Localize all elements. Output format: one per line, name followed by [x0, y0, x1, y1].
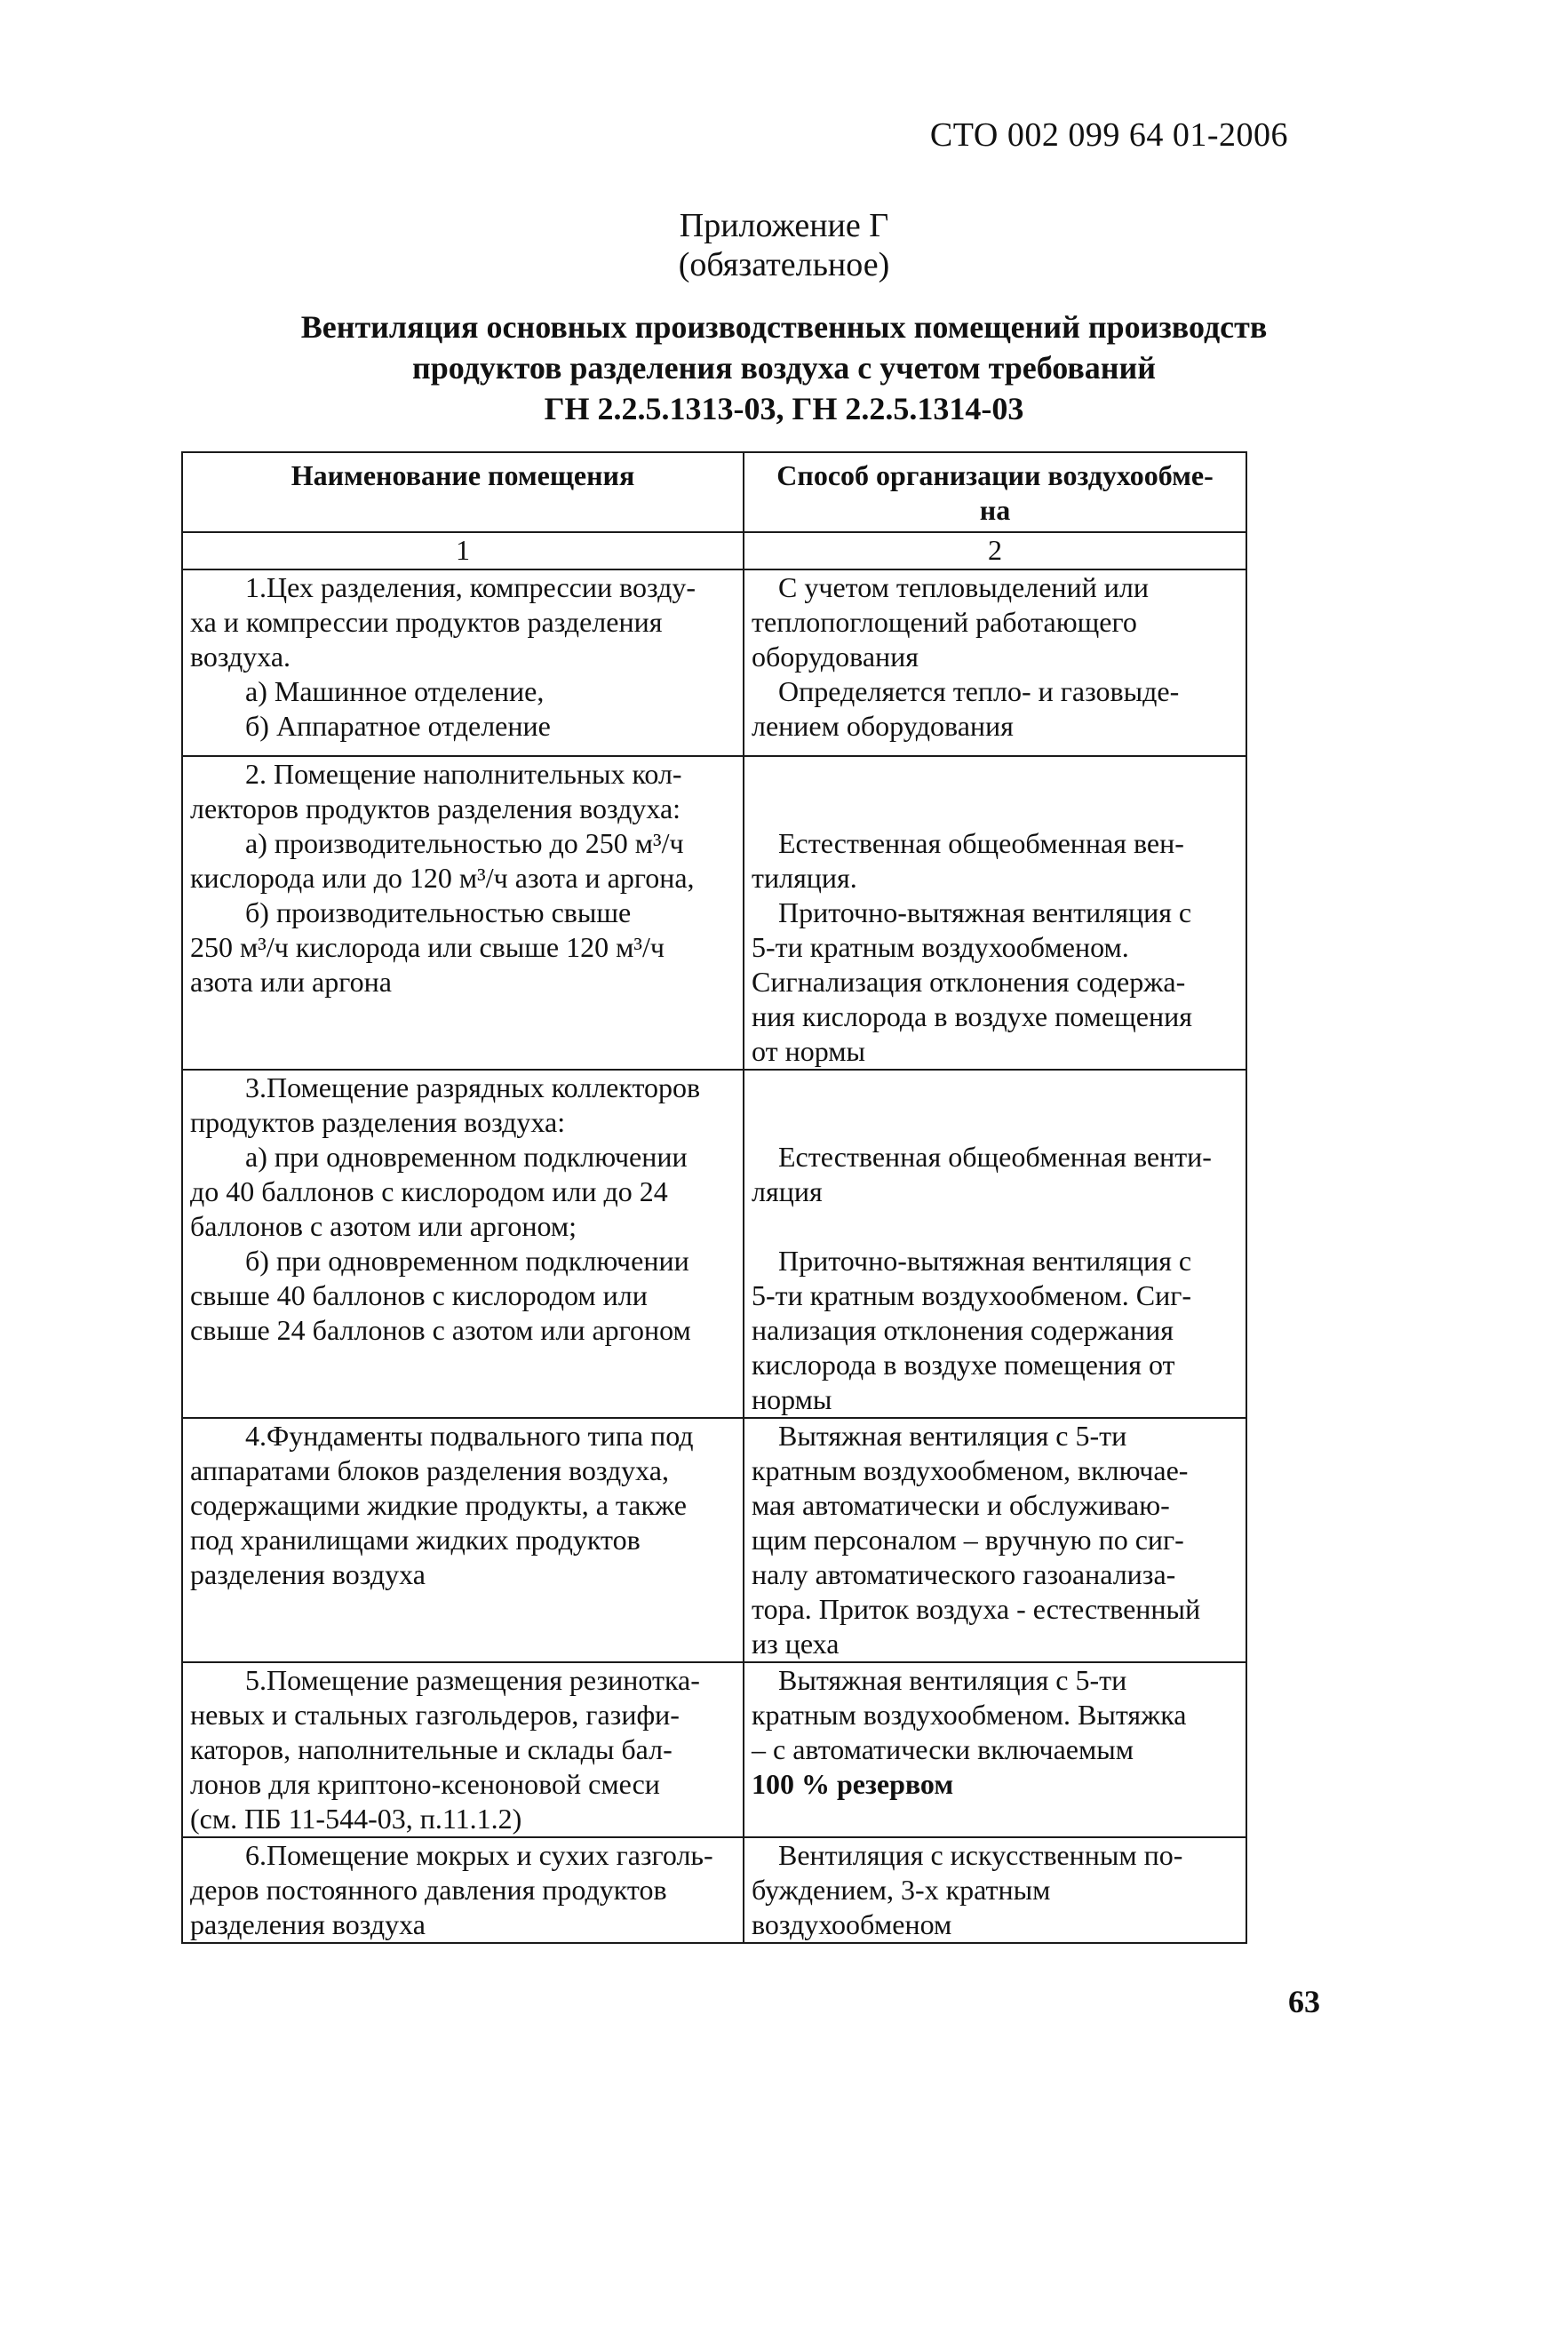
cell-spacer — [752, 1209, 1238, 1244]
room-line: б) производительностью свыше — [245, 896, 632, 928]
method-line: налу автоматического газоанализа- — [752, 1558, 1176, 1590]
room-line: а) Машинное отделение, — [245, 675, 545, 707]
room-line: 5.Помещение размещения резинотка- — [245, 1664, 700, 1696]
room-cell — [182, 1418, 744, 1662]
appendix-label: Приложение Г — [679, 207, 889, 244]
room-line: разделения воздуха — [190, 1558, 426, 1590]
method-line: Приточно-вытяжная вентиляция с — [778, 1245, 1192, 1277]
method-line: С учетом тепловыделений или — [778, 571, 1149, 603]
cell-spacer — [752, 792, 1238, 826]
method-line: ния кислорода в воздухе помещения — [752, 1000, 1192, 1032]
method-line: Естественная общеобменная венти- — [778, 1141, 1212, 1173]
method-line: Вентиляция с искусственным по- — [778, 1839, 1183, 1871]
table-row — [182, 569, 1246, 756]
method-line: 5-ти кратным воздухообменом. — [752, 931, 1129, 963]
method-line: теплопоглощений работающего — [752, 606, 1137, 638]
room-line: невых и стальных газгольдеров, газифи- — [190, 1699, 680, 1731]
method-cell — [744, 1662, 1246, 1837]
method-line: кратным воздухообменом. Вытяжка — [752, 1699, 1187, 1731]
method-line: Сигнализация отклонения содержа- — [752, 966, 1186, 998]
method-line: нализация отклонения содержания — [752, 1314, 1174, 1346]
method-line: буждением, 3-х кратным — [752, 1874, 1051, 1906]
room-line: каторов, наполнительные и склады бал- — [190, 1733, 673, 1765]
method-line: Вытяжная вентиляция с 5-ти — [778, 1664, 1127, 1696]
room-line: разделения воздуха — [190, 1908, 426, 1940]
room-line: содержащими жидкие продукты, а также — [190, 1489, 687, 1521]
room-line: а) производительностью до 250 м³/ч — [245, 827, 684, 859]
method-cell — [744, 1837, 1246, 1943]
room-line: свыше 40 баллонов с кислородом или — [190, 1279, 648, 1311]
title-line-1: Вентиляция основных производственных помещений производств — [300, 309, 1268, 345]
room-cell — [182, 1662, 744, 1837]
title-line-2: продуктов разделения воздуха с учетом требований — [411, 350, 1157, 386]
room-line: деров постоянного давления продуктов — [190, 1874, 667, 1906]
method-line: нормы — [752, 1383, 832, 1415]
method-line: 100 % резервом — [752, 1768, 954, 1800]
method-line: лением оборудования — [752, 710, 1014, 742]
method-line: тора. Приток воздуха - естественный — [752, 1593, 1201, 1625]
table-row — [182, 756, 1246, 1070]
header-air-exchange-method — [744, 452, 1246, 532]
room-line: азота или аргона — [190, 966, 392, 998]
table-header-row — [182, 452, 1246, 532]
room-line: 250 м³/ч кислорода или свыше 120 м³/ч — [190, 931, 665, 963]
column-number: 2 — [744, 532, 1246, 569]
room-cell — [182, 1837, 744, 1943]
room-line: свыше 24 баллонов с азотом или аргоном — [190, 1314, 691, 1346]
room-line: б) Аппаратное отделение — [245, 710, 551, 742]
room-line: 3.Помещение разрядных коллекторов — [245, 1071, 701, 1103]
method-line: воздухообменом — [752, 1908, 952, 1940]
header-method-line: на — [979, 494, 1011, 526]
method-line: из цеха — [752, 1628, 840, 1660]
room-cell — [182, 1070, 744, 1418]
cell-spacer — [752, 1071, 1238, 1105]
room-line: продуктов разделения воздуха: — [190, 1106, 566, 1138]
method-line: Вытяжная вентиляция с 5-ти — [778, 1420, 1127, 1452]
method-line: 5-ти кратным воздухообменом. Сиг- — [752, 1279, 1191, 1311]
method-line: тиляция. — [752, 862, 857, 894]
method-cell — [744, 569, 1246, 756]
method-line: Естественная общеобменная вен- — [778, 827, 1184, 859]
column-number: 1 — [182, 532, 744, 569]
room-cell — [182, 569, 744, 756]
method-line: – с автоматически включаемым — [752, 1733, 1134, 1765]
table-row — [182, 1837, 1246, 1943]
appendix-status: (обязательное) — [678, 246, 890, 283]
room-line: воздуха. — [190, 641, 291, 673]
table-row — [182, 1070, 1246, 1418]
method-cell — [744, 1418, 1246, 1662]
room-line: кислорода или до 120 м³/ч азота и аргона, — [190, 862, 695, 894]
header-room-name: Наименование помещения — [182, 452, 744, 532]
cell-spacer — [752, 1105, 1238, 1140]
room-line: лекторов продуктов разделения воздуха: — [190, 792, 681, 824]
room-line: а) при одновременном подключении — [245, 1141, 688, 1173]
column-number-row — [182, 532, 1246, 569]
title-line-3: ГН 2.2.5.1313-03, ГН 2.2.5.1314-03 — [544, 391, 1024, 426]
room-line: 6.Помещение мокрых и сухих газголь- — [245, 1839, 713, 1871]
method-cell — [744, 1070, 1246, 1418]
method-line: мая автоматически и обслуживаю- — [752, 1489, 1170, 1521]
cell-spacer — [752, 757, 1238, 792]
room-line: баллонов с азотом или аргоном; — [190, 1210, 577, 1242]
method-line: ляция — [752, 1175, 823, 1207]
header-method-line: Способ организации воздухообме- — [776, 459, 1214, 491]
method-line: кратным воздухообменом, включае- — [752, 1454, 1189, 1486]
room-line: аппаратами блоков разделения воздуха, — [190, 1454, 669, 1486]
method-line: оборудования — [752, 641, 919, 673]
method-line: от нормы — [752, 1035, 865, 1067]
method-line: Определяется тепло- и газовыде- — [778, 675, 1180, 707]
ventilation-table — [181, 451, 1247, 1944]
document-code: СТО 002 099 64 01-2006 — [929, 116, 1288, 154]
table-row — [182, 1418, 1246, 1662]
room-line: до 40 баллонов с кислородом или до 24 — [190, 1175, 668, 1207]
room-line: (см. ПБ 11-544-03, п.11.1.2) — [190, 1803, 522, 1835]
room-cell — [182, 756, 744, 1070]
method-line: кислорода в воздухе помещения от — [752, 1349, 1175, 1381]
page-number: 63 — [1288, 1984, 1320, 2019]
appendix-heading — [0, 206, 1568, 284]
room-line: под хранилищами жидких продуктов — [190, 1524, 641, 1556]
method-line: Приточно-вытяжная вентиляция с — [778, 896, 1192, 928]
room-line: 1.Цех разделения, компрессии возду- — [245, 571, 696, 603]
document-title — [0, 307, 1568, 429]
method-cell — [744, 756, 1246, 1070]
room-line: б) при одновременном подключении — [245, 1245, 689, 1277]
room-line: ха и компрессии продуктов разделения — [190, 606, 663, 638]
room-line: 2. Помещение наполнительных кол- — [245, 758, 682, 790]
room-line: 4.Фундаменты подвального типа под — [245, 1420, 694, 1452]
room-line: лонов для криптоно-ксеноновой смеси — [190, 1768, 660, 1800]
method-line: щим персоналом – вручную по сиг- — [752, 1524, 1184, 1556]
table-row — [182, 1662, 1246, 1837]
